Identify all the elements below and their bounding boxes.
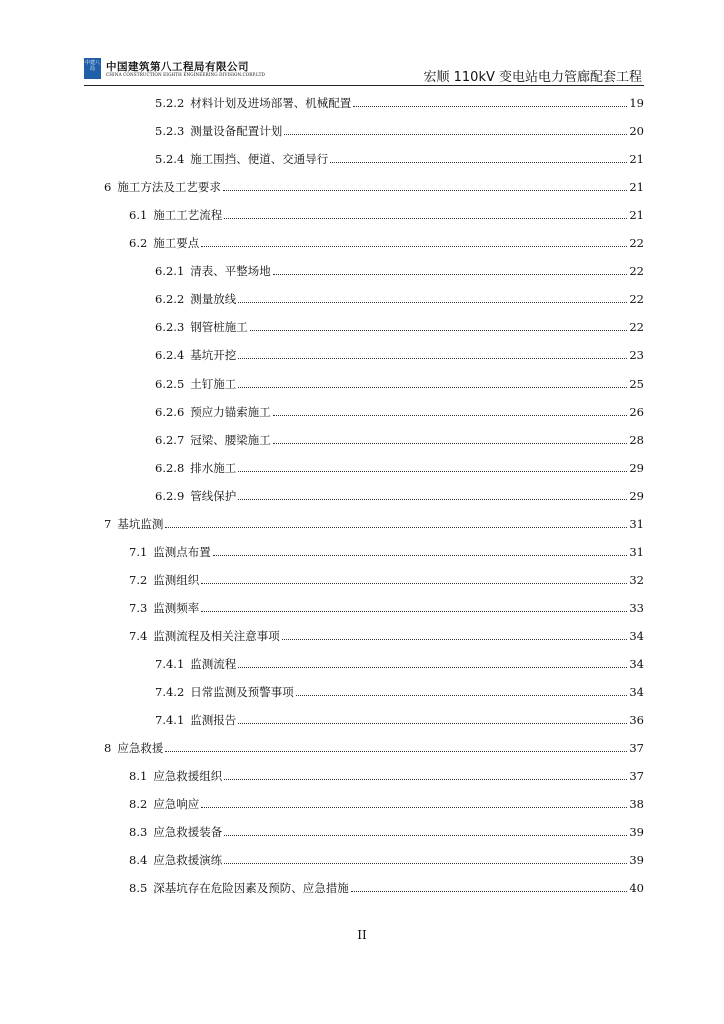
toc-entry[interactable]	[129, 234, 644, 250]
toc-entry-title: 应急救援装备	[153, 825, 223, 840]
toc-entry-title: 土钉施工	[190, 376, 237, 391]
toc-dot-leader	[282, 638, 628, 640]
toc-entry-title: 钢管桩施工	[190, 320, 248, 335]
toc-entry-title: 日常监测及预警事项	[190, 685, 294, 700]
toc-entry-title: 深基坑存在危险因素及预防、应急措施	[153, 881, 349, 896]
toc-entry-number: 8.3	[129, 825, 148, 840]
toc-entry-page: 25	[629, 376, 644, 391]
toc-entry[interactable]	[129, 571, 644, 587]
toc-entry-page: 21	[629, 208, 644, 223]
toc-entry-page: 31	[629, 516, 644, 531]
toc-entry-page: 34	[629, 685, 644, 700]
toc-entry-number: 5.2.4	[155, 152, 185, 167]
toc-entry[interactable]	[155, 655, 644, 671]
toc-dot-leader	[213, 554, 628, 556]
toc-entry[interactable]	[155, 262, 644, 278]
toc-entry-number: 7	[104, 516, 112, 531]
toc-entry-page: 20	[629, 124, 644, 139]
toc-entry-number: 7.4.1	[155, 657, 185, 671]
toc-entry[interactable]	[155, 375, 644, 391]
toc-entry-page: 29	[629, 488, 644, 503]
toc-entry-title: 监测点布置	[153, 544, 211, 559]
toc-entry-number: 7.3	[129, 600, 148, 615]
toc-entry-page: 31	[629, 544, 644, 559]
toc-entry-number: 6.2.9	[155, 488, 185, 503]
toc-entry-title: 应急救援	[117, 741, 164, 756]
toc-entry-page: 19	[629, 96, 644, 110]
toc-entry-page: 37	[629, 741, 644, 756]
toc-entry-number: 6.2.3	[155, 320, 185, 335]
toc-dot-leader	[296, 694, 628, 696]
toc-dot-leader	[224, 862, 627, 864]
toc-entry-number: 7.4.1	[155, 713, 185, 728]
toc-entry[interactable]	[155, 487, 644, 503]
toc-dot-leader	[165, 750, 627, 752]
toc-entry-title: 管线保护	[190, 488, 237, 503]
toc-entry-title: 应急响应	[153, 797, 200, 812]
toc-entry-page: 39	[629, 825, 644, 840]
toc-entry-page: 34	[629, 628, 644, 643]
toc-entry-number: 7.1	[129, 544, 148, 559]
toc-entry[interactable]	[155, 122, 644, 138]
toc-entry-title: 监测频率	[153, 600, 200, 615]
toc-entry-page: 38	[629, 797, 644, 812]
toc-entry-title: 测量放线	[190, 292, 237, 307]
toc-entry-number: 6.2.7	[155, 432, 185, 447]
toc-entry-title: 基坑开挖	[190, 348, 237, 363]
toc-entry-page: 22	[629, 264, 644, 279]
toc-entry-title: 基坑监测	[117, 516, 164, 531]
toc-entry-page: 22	[629, 236, 644, 251]
toc-dot-leader	[201, 806, 627, 808]
toc-entry[interactable]	[129, 599, 644, 615]
toc-entry-page: 22	[629, 320, 644, 335]
toc-entry[interactable]	[104, 515, 644, 531]
toc-entry-page: 26	[629, 404, 644, 419]
toc-entry-page: 28	[629, 432, 644, 447]
toc-entry-page: 33	[629, 600, 644, 615]
toc-entry-number: 7.2	[129, 572, 148, 587]
toc-entry-number: 6.1	[129, 208, 148, 223]
toc-entry[interactable]	[155, 683, 644, 699]
toc-entry-number: 6.2.6	[155, 404, 185, 419]
toc-entry-title: 监测组织	[153, 572, 200, 587]
company-name: 中国建筑第八工程局有限公司	[106, 61, 249, 73]
toc-entry-number: 6.2.5	[155, 376, 185, 391]
toc-dot-leader	[284, 133, 627, 135]
header-divider	[84, 85, 644, 86]
toc-entry-title: 应急救援演练	[153, 853, 223, 868]
toc-dot-leader	[238, 470, 627, 472]
page-number: II	[357, 928, 367, 942]
page-header	[84, 58, 644, 86]
toc-entry-number: 6.2.2	[155, 292, 185, 307]
toc-entry-title: 监测流程及相关注意事项	[153, 628, 280, 643]
toc-dot-leader	[273, 414, 628, 416]
toc-dot-leader	[238, 357, 627, 359]
toc-entry-title: 清表、平整场地	[190, 264, 271, 279]
toc-entry[interactable]	[129, 627, 644, 643]
toc-dot-leader	[165, 526, 627, 528]
toc-entry[interactable]	[129, 823, 644, 839]
company-logo-icon: 中建八局	[84, 58, 101, 79]
toc-entry[interactable]	[155, 403, 644, 419]
toc-entry-number: 8	[104, 741, 112, 756]
project-title: 宏顺 110kV 变电站电力管廊配套工程	[423, 70, 642, 85]
toc-entry-number: 8.2	[129, 797, 148, 812]
toc-entry[interactable]	[155, 150, 644, 166]
toc-entry[interactable]	[129, 879, 644, 895]
toc-entry-number: 7.4.2	[155, 685, 185, 700]
toc-dot-leader	[353, 105, 627, 107]
toc-dot-leader	[224, 217, 627, 219]
toc-dot-leader	[238, 386, 627, 388]
toc-entry-page: 21	[629, 180, 644, 195]
toc-entry-number: 8.1	[129, 769, 148, 784]
toc-entry[interactable]	[155, 290, 644, 306]
toc-entry-title: 测量设备配置计划	[190, 124, 283, 139]
toc-entry[interactable]	[104, 739, 644, 755]
toc-entry[interactable]	[155, 711, 644, 727]
toc-entry-number: 6.2.8	[155, 460, 185, 475]
toc-entry-page: 34	[629, 657, 644, 671]
toc-entry-title: 应急救援组织	[153, 769, 223, 784]
toc-dot-leader	[273, 273, 628, 275]
toc-entry[interactable]	[129, 767, 644, 783]
toc-entry[interactable]	[129, 851, 644, 867]
toc-entry[interactable]	[129, 543, 644, 559]
toc-entry-title: 预应力锚索施工	[190, 404, 271, 419]
toc-entry[interactable]	[129, 795, 644, 811]
toc-entry-page: 23	[629, 348, 644, 363]
toc-entry-title: 监测报告	[190, 713, 237, 728]
toc-dot-leader	[273, 442, 628, 444]
toc-entry[interactable]	[155, 318, 644, 334]
toc-entry-title: 施工方法及工艺要求	[117, 180, 221, 195]
toc-dot-leader	[238, 666, 627, 668]
toc-entry[interactable]	[155, 431, 644, 447]
toc-dot-leader	[223, 189, 628, 191]
toc-entry-number: 6	[104, 180, 112, 195]
toc-entry-number: 6.2.1	[155, 264, 185, 279]
toc-entry-number: 8.4	[129, 853, 148, 868]
toc-entry-title: 监测流程	[190, 657, 237, 671]
toc-entry[interactable]	[155, 94, 644, 110]
toc-dot-leader	[201, 582, 627, 584]
toc-entry-page: 40	[629, 881, 644, 896]
toc-dot-leader	[201, 610, 627, 612]
toc-dot-leader	[238, 498, 627, 500]
toc-entry-page: 29	[629, 460, 644, 475]
toc-entry-page: 36	[629, 713, 644, 728]
toc-entry[interactable]	[104, 178, 644, 194]
toc-entry-number: 5.2.3	[155, 124, 185, 139]
company-name-en: CHINA CONSTRUCTION EIGHTH ENGINEERING DIVISION.CORP.LTD	[106, 72, 265, 77]
toc-entry-title: 材料计划及进场部署、机械配置	[190, 96, 352, 110]
toc-entry-title: 冠梁、腰梁施工	[190, 432, 271, 447]
toc-entry-title: 施工工艺流程	[153, 208, 223, 223]
toc-entry-page: 21	[629, 152, 644, 167]
toc-entry-page: 39	[629, 853, 644, 868]
toc-entry-number: 6.2.4	[155, 348, 185, 363]
toc-entry-number: 7.4	[129, 628, 148, 643]
toc-entry[interactable]	[155, 346, 644, 362]
toc-entry-title: 施工围挡、便道、交通导行	[190, 152, 329, 167]
toc-dot-leader	[351, 890, 628, 892]
toc-entry-number: 6.2	[129, 236, 148, 251]
toc-dot-leader	[238, 301, 627, 303]
toc-entry-number: 8.5	[129, 881, 148, 896]
toc-entry-page: 37	[629, 769, 644, 784]
toc-entry[interactable]	[155, 459, 644, 475]
toc-entry[interactable]	[129, 206, 644, 222]
toc-entry-number: 5.2.2	[155, 96, 185, 110]
toc-dot-leader	[201, 245, 627, 247]
toc-entry-title: 施工要点	[153, 236, 200, 251]
toc-dot-leader	[330, 161, 627, 163]
toc-dot-leader	[224, 834, 627, 836]
toc-entry-title: 排水施工	[190, 460, 237, 475]
toc-dot-leader	[238, 722, 627, 724]
toc-entry-page: 32	[629, 572, 644, 587]
toc-entry-page: 22	[629, 292, 644, 307]
toc-dot-leader	[224, 778, 627, 780]
toc-dot-leader	[250, 329, 628, 331]
